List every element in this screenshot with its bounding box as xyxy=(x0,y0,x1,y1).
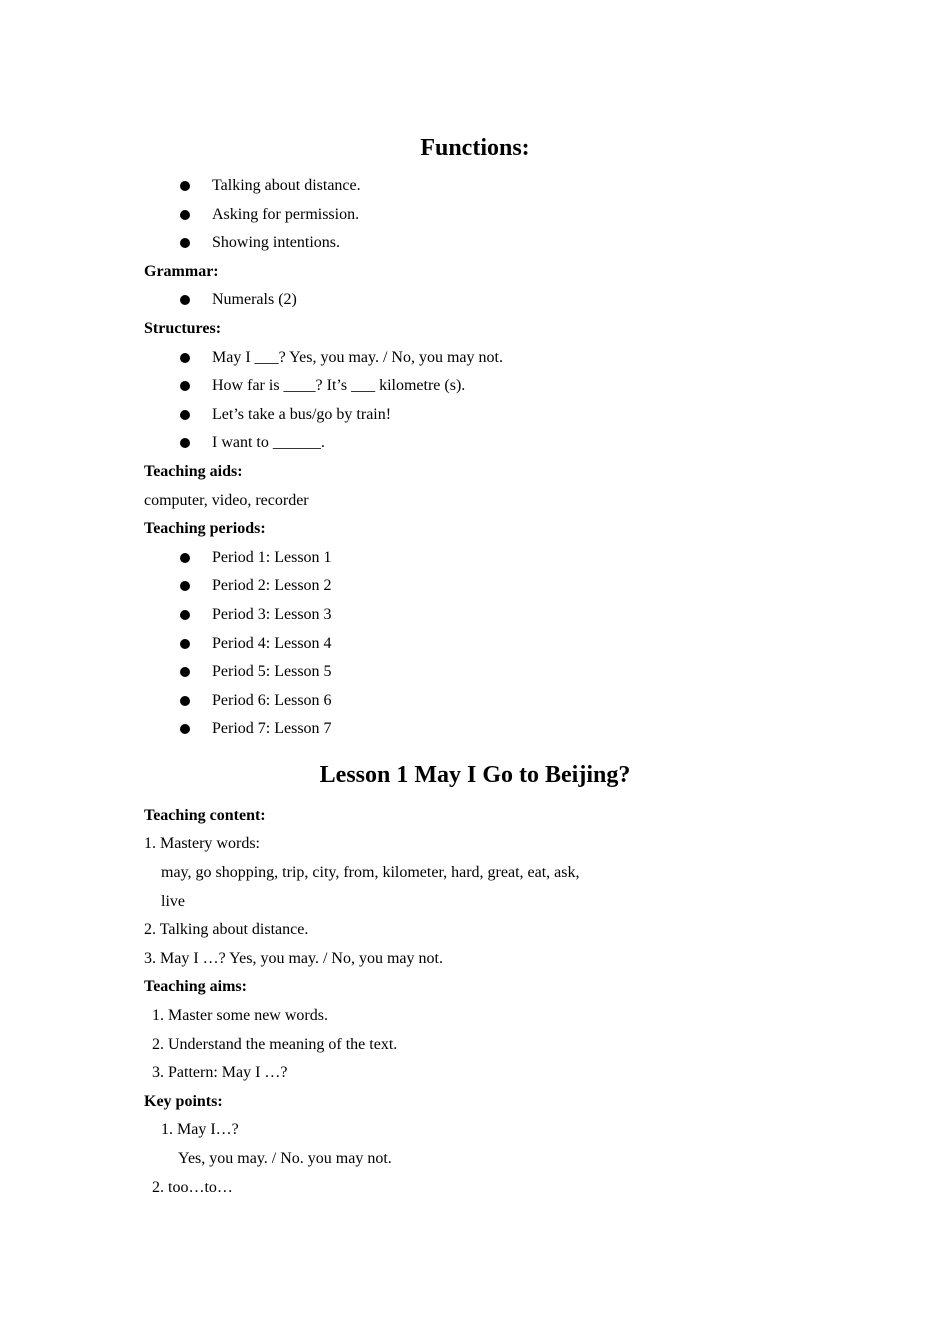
aim-item-2: 2. Understand the meaning of the text. xyxy=(152,1035,398,1053)
bullet-icon xyxy=(180,553,190,563)
teaching-content-label: Teaching content: xyxy=(144,806,266,824)
lesson-heading: Lesson 1 May I Go to Beijing? xyxy=(319,761,631,788)
content-item-3: 3. May I …? Yes, you may. / No, you may not. xyxy=(144,949,443,967)
content-item-2: 2. Talking about distance. xyxy=(144,921,309,939)
functions-list xyxy=(144,172,806,258)
bullet-icon xyxy=(180,181,190,191)
bullet-icon xyxy=(180,639,190,649)
bullet-icon xyxy=(180,581,190,591)
key-point-1-answer: Yes, you may. / No. you may not. xyxy=(178,1150,392,1167)
list-item: Period 4: Lesson 4 xyxy=(144,630,806,659)
teaching-aims-label: Teaching aims: xyxy=(144,978,247,996)
mastery-words-line-1: may, go shopping, trip, city, from, kilometer, hard, great, eat, ask, xyxy=(161,864,580,882)
key-point-1: 1. May I…? xyxy=(161,1121,239,1139)
teaching-aids-text: computer, video, recorder xyxy=(144,491,309,509)
periods-list xyxy=(144,544,806,744)
bullet-icon xyxy=(180,610,190,620)
bullet-icon xyxy=(180,295,190,305)
bullet-icon xyxy=(180,667,190,677)
key-points-label: Key points: xyxy=(144,1092,223,1110)
list-item: Numerals (2) xyxy=(144,286,806,315)
bullet-icon xyxy=(180,210,190,220)
bullet-icon xyxy=(180,438,190,448)
list-item: Talking about distance. xyxy=(144,172,806,201)
list-item: Let’s take a bus/go by train! xyxy=(144,401,806,430)
list-item: I want to ______. xyxy=(144,429,806,458)
list-item: Asking for permission. xyxy=(144,201,806,230)
teaching-aids-label: Teaching aids: xyxy=(144,462,243,480)
document-page xyxy=(144,128,806,1202)
list-item: Period 7: Lesson 7 xyxy=(144,715,806,744)
structures-list xyxy=(144,344,806,458)
list-item: Period 6: Lesson 6 xyxy=(144,687,806,716)
bullet-icon xyxy=(180,724,190,734)
functions-heading: Functions: xyxy=(420,135,530,161)
aim-item-1: 1. Master some new words. xyxy=(152,1007,328,1025)
list-item: Period 2: Lesson 2 xyxy=(144,572,806,601)
mastery-words-line-2: live xyxy=(161,892,185,910)
bullet-icon xyxy=(180,381,190,391)
list-item: Period 1: Lesson 1 xyxy=(144,544,806,573)
bullet-icon xyxy=(180,410,190,420)
grammar-label: Grammar: xyxy=(144,262,219,280)
bullet-icon xyxy=(180,696,190,706)
grammar-list xyxy=(144,286,806,315)
list-item: Period 3: Lesson 3 xyxy=(144,601,806,630)
bullet-icon xyxy=(180,238,190,248)
list-item: Period 5: Lesson 5 xyxy=(144,658,806,687)
content-item-1: 1. Mastery words: xyxy=(144,835,260,853)
list-item: How far is ____? It’s ___ kilometre (s). xyxy=(144,372,806,401)
list-item: Showing intentions. xyxy=(144,229,806,258)
structures-label: Structures: xyxy=(144,319,222,337)
list-item: May I ___? Yes, you may. / No, you may not. xyxy=(144,344,806,373)
aim-item-3: 3. Pattern: May I …? xyxy=(152,1064,288,1082)
key-point-2: 2. too…to… xyxy=(152,1178,233,1196)
bullet-icon xyxy=(180,353,190,363)
teaching-periods-label: Teaching periods: xyxy=(144,520,266,538)
